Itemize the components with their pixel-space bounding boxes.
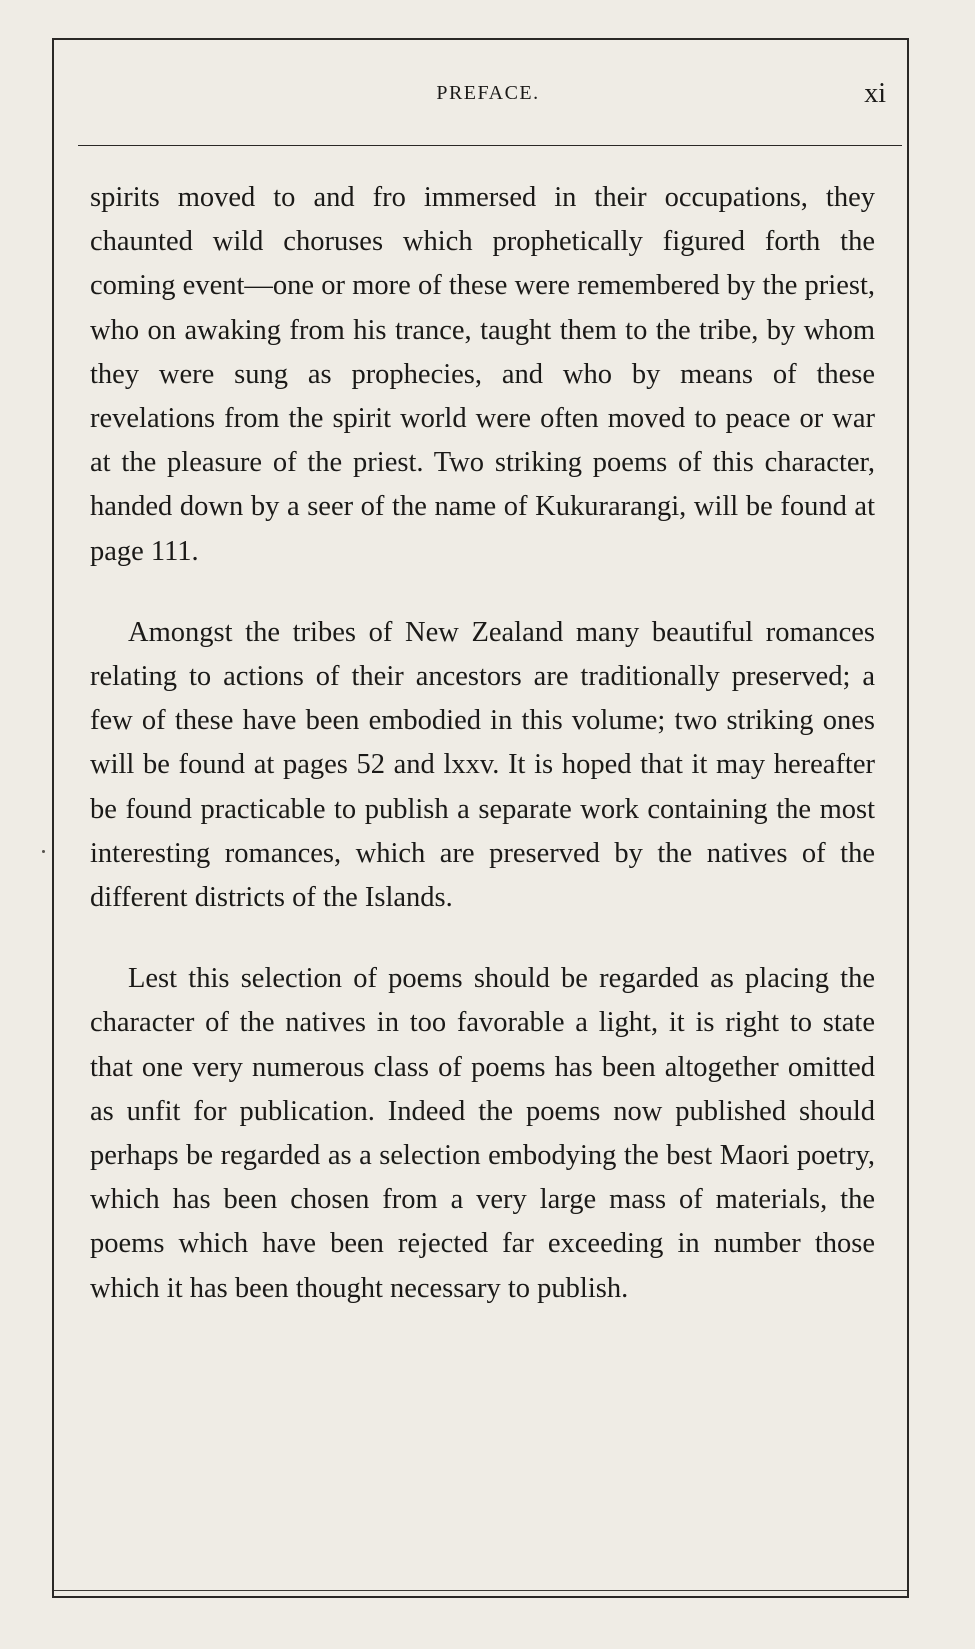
header-title: PREFACE. (436, 82, 540, 104)
paragraph-1: spirits moved to and fro immersed in their occupations, they chaunted wild choruses which prophetically figured forth the coming event—one or more of these were remembered by the priest, who on awaking from his trance, taught them to the tribe, by whom they were sung as prophecies, and who by means of these revelations from the spirit world were often moved to peace or war at the pleasure of the priest. Two striking poems of this character, handed down by a seer of the name of Kukurarangi, will be found at page 111. (90, 182, 875, 567)
body-text (90, 176, 875, 1311)
bottom-rule (54, 1590, 907, 1591)
paragraph-2: Amongst the tribes of New Zealand many beautiful romances relating to actions of their ancestors are traditionally preserved; a few of these have been embodied in this volume; two striking ones will be found at pages 52 and lxxv. It is hoped that it may hereafter be found practicable to publish a separate work containing the most interesting romances, which are preserved by the natives of the different districts of the Islands. (90, 616, 875, 914)
page-number: xi (864, 78, 886, 109)
paragraph-3: Lest this selection of poems should be regarded as placing the character of the natives in too favorable a light, it is right to state that one very numerous class of poems has been altogether omitted as unfit for publication. Indeed the poems now published should perhaps be regarded as a selection embodying the best Maori poetry, which has been chosen from a very large mass of materials, the poems which have been rejected far exceeding in number those which it has been thought necessary to publish. (90, 963, 875, 1304)
running-header (90, 78, 886, 112)
header-rule (78, 145, 902, 146)
margin-mark (42, 850, 45, 853)
